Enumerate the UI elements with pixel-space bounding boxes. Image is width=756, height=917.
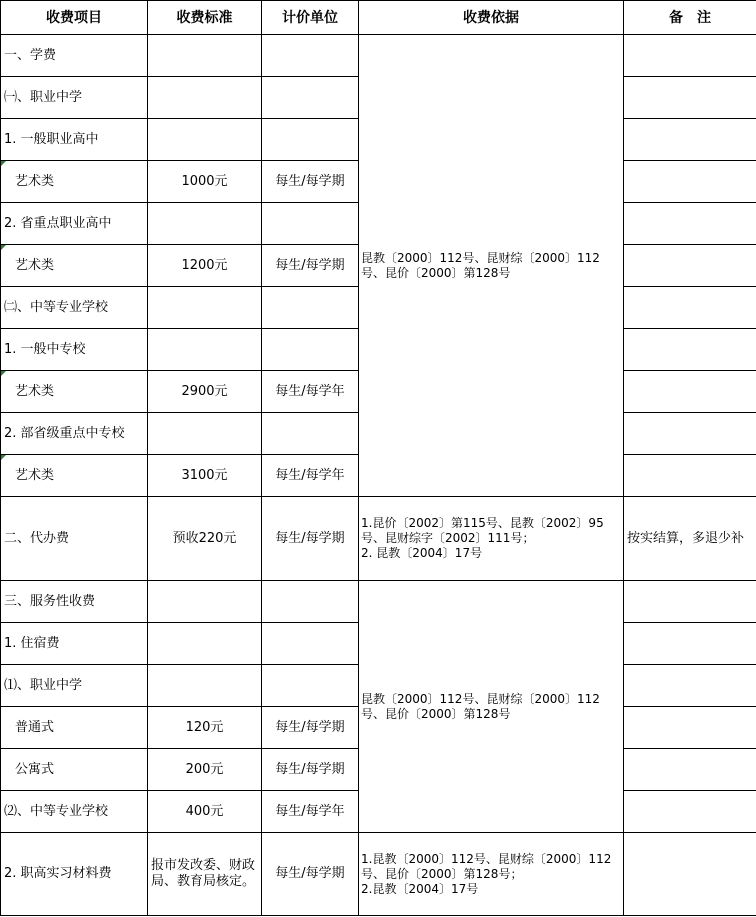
unit-cell bbox=[262, 77, 359, 119]
item-cell: ⑵、中等专业学校 bbox=[1, 791, 148, 833]
header-row bbox=[1, 1, 756, 35]
item-cell: 艺术类 bbox=[1, 455, 148, 497]
unit-cell: 每生/每学期 bbox=[262, 833, 359, 916]
basis-cell-service: 昆教〔2000〕112号、昆财综〔2000〕112号、昆价〔2000〕第128号 bbox=[359, 581, 624, 833]
standard-cell: 120元 bbox=[148, 707, 262, 749]
unit-cell: 每生/每学年 bbox=[262, 791, 359, 833]
item-cell: 2. 部省级重点中专校 bbox=[1, 413, 148, 455]
item-cell: 1. 一般职业高中 bbox=[1, 119, 148, 161]
standard-cell: 预收220元 bbox=[148, 497, 262, 581]
header-item: 收费项目 bbox=[1, 1, 148, 35]
item-cell: 公寓式 bbox=[1, 749, 148, 791]
item-cell: 二、代办费 bbox=[1, 497, 148, 581]
item-cell: ⑴、职业中学 bbox=[1, 665, 148, 707]
note-cell bbox=[624, 287, 756, 329]
unit-cell: 每生/每学年 bbox=[262, 371, 359, 413]
note-cell bbox=[624, 623, 756, 665]
standard-cell: 1000元 bbox=[148, 161, 262, 203]
note-cell bbox=[624, 329, 756, 371]
unit-cell bbox=[262, 623, 359, 665]
header-note: 备 注 bbox=[624, 1, 756, 35]
standard-cell: 2900元 bbox=[148, 371, 262, 413]
unit-cell bbox=[262, 287, 359, 329]
item-cell: ㈡、中等专业学校 bbox=[1, 287, 148, 329]
item-cell: 1. 住宿费 bbox=[1, 623, 148, 665]
unit-cell: 每生/每学期 bbox=[262, 161, 359, 203]
standard-cell bbox=[148, 287, 262, 329]
item-cell: 一、学费 bbox=[1, 35, 148, 77]
note-cell bbox=[624, 581, 756, 623]
note-cell bbox=[624, 245, 756, 287]
header-unit: 计价单位 bbox=[262, 1, 359, 35]
standard-cell bbox=[148, 35, 262, 77]
note-cell bbox=[624, 119, 756, 161]
basis-agency-line2: 2. 昆教〔2004〕17号 bbox=[361, 546, 483, 560]
standard-cell bbox=[148, 623, 262, 665]
unit-cell: 每生/每学期 bbox=[262, 497, 359, 581]
note-cell bbox=[624, 203, 756, 245]
note-cell bbox=[624, 833, 756, 916]
note-cell bbox=[624, 371, 756, 413]
unit-cell bbox=[262, 665, 359, 707]
note-cell bbox=[624, 749, 756, 791]
note-cell-agency: 按实结算，多退少补 bbox=[624, 497, 756, 581]
standard-cell bbox=[148, 413, 262, 455]
unit-cell bbox=[262, 413, 359, 455]
basis-agency-line1: 1.昆价〔2002〕第115号、昆教〔2002〕95号、昆财综字〔2002〕111号； bbox=[361, 516, 604, 545]
standard-cell: 400元 bbox=[148, 791, 262, 833]
item-cell: ㈠、职业中学 bbox=[1, 77, 148, 119]
unit-cell: 每生/每学期 bbox=[262, 749, 359, 791]
standard-cell bbox=[148, 203, 262, 245]
basis-cell-material bbox=[359, 833, 624, 916]
unit-cell bbox=[262, 35, 359, 77]
note-cell bbox=[624, 707, 756, 749]
note-cell bbox=[624, 161, 756, 203]
standard-cell bbox=[148, 329, 262, 371]
item-cell: 艺术类 bbox=[1, 161, 148, 203]
note-cell bbox=[624, 665, 756, 707]
note-cell bbox=[624, 413, 756, 455]
unit-cell bbox=[262, 119, 359, 161]
standard-cell: 3100元 bbox=[148, 455, 262, 497]
unit-cell: 每生/每学年 bbox=[262, 455, 359, 497]
unit-cell: 每生/每学期 bbox=[262, 707, 359, 749]
table-row bbox=[1, 35, 756, 77]
table-row bbox=[1, 497, 756, 581]
unit-cell bbox=[262, 329, 359, 371]
note-cell bbox=[624, 35, 756, 77]
header-standard: 收费标准 bbox=[148, 1, 262, 35]
item-cell: 艺术类 bbox=[1, 245, 148, 287]
standard-cell bbox=[148, 119, 262, 161]
table-row bbox=[1, 833, 756, 916]
standard-cell: 1200元 bbox=[148, 245, 262, 287]
standard-cell: 200元 bbox=[148, 749, 262, 791]
item-cell: 1. 一般中专校 bbox=[1, 329, 148, 371]
note-cell bbox=[624, 455, 756, 497]
unit-cell bbox=[262, 581, 359, 623]
item-cell: 艺术类 bbox=[1, 371, 148, 413]
unit-cell: 每生/每学期 bbox=[262, 245, 359, 287]
unit-cell bbox=[262, 203, 359, 245]
basis-cell-tuition: 昆教〔2000〕112号、昆财综〔2000〕112号、昆价〔2000〕第128号 bbox=[359, 35, 624, 497]
basis-material-line1: 1.昆教〔2000〕112号、昆财综〔2000〕112号、昆价〔2000〕第128号； bbox=[361, 851, 612, 881]
standard-cell: 报市发改委、财政局、教育局核定。 bbox=[148, 833, 262, 916]
item-cell: 2. 省重点职业高中 bbox=[1, 203, 148, 245]
standard-cell bbox=[148, 581, 262, 623]
table-row bbox=[1, 581, 756, 623]
header-basis: 收费依据 bbox=[359, 1, 624, 35]
standard-cell bbox=[148, 77, 262, 119]
item-cell: 2. 职高实习材料费 bbox=[1, 833, 148, 916]
basis-cell-agency bbox=[359, 497, 624, 581]
note-cell bbox=[624, 77, 756, 119]
standard-cell bbox=[148, 665, 262, 707]
item-cell: 普通式 bbox=[1, 707, 148, 749]
basis-material-line2: 2.昆教〔2004〕17号 bbox=[361, 881, 479, 896]
item-cell: 三、服务性收费 bbox=[1, 581, 148, 623]
note-cell bbox=[624, 791, 756, 833]
